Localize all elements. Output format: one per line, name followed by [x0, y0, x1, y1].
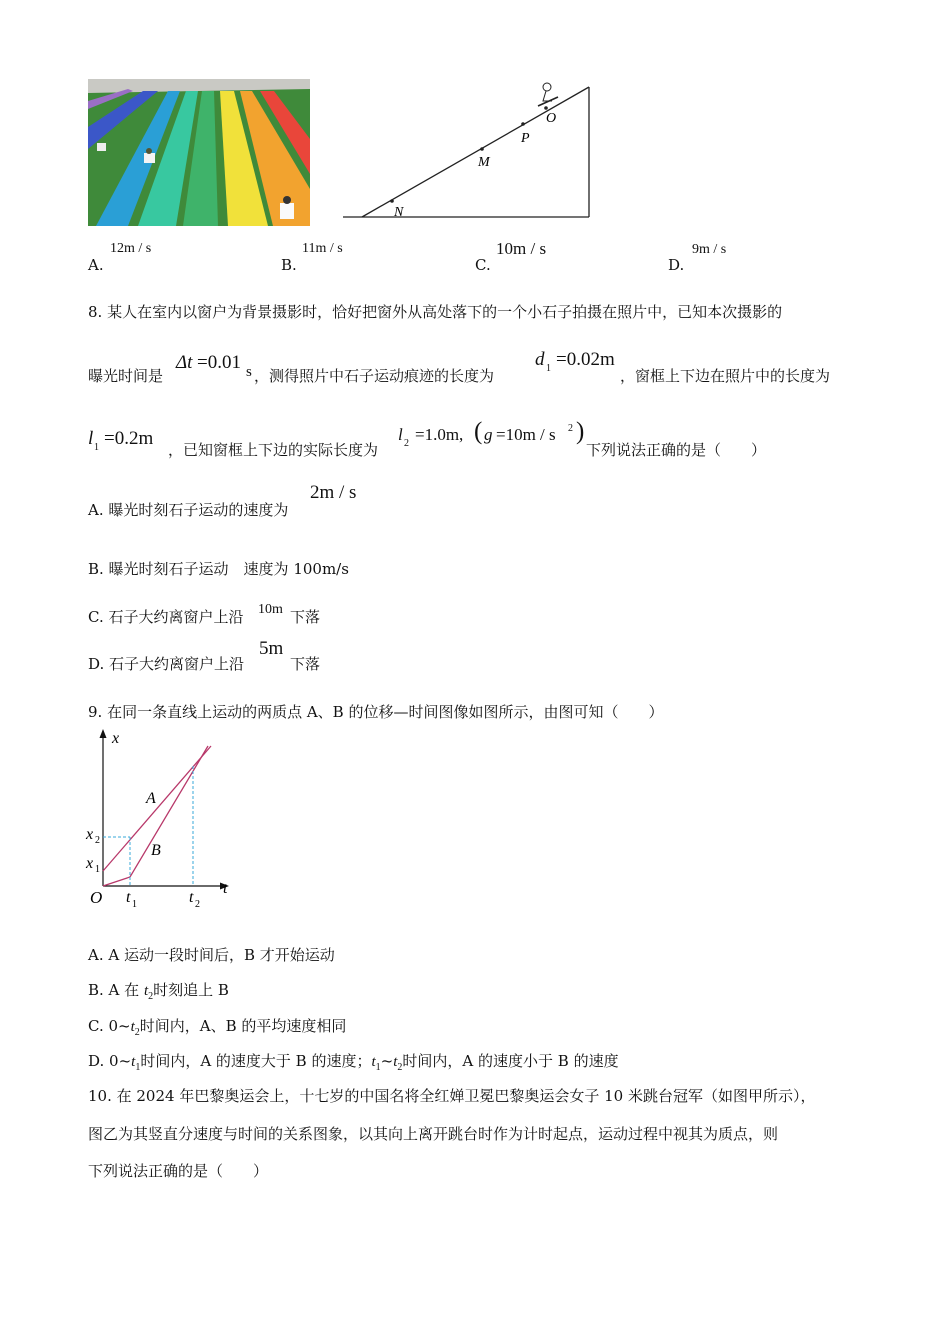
q9-xt-graph: [82, 726, 242, 912]
point-o: [544, 106, 548, 110]
label-m: M: [478, 155, 490, 170]
t1-subscript: 1: [132, 899, 137, 910]
q8-dt-unit: s: [246, 364, 252, 380]
q8-text-actual: ，已知窗框上下边的实际长度为: [168, 441, 379, 459]
q8-l2-value: =1.0m,: [415, 425, 464, 444]
q9-option-d-mid: 时间内，A 的速度大于 B 的速度；: [140, 1052, 372, 1070]
t2-label: t: [189, 889, 194, 906]
q7-option-b-letter: B.: [281, 256, 297, 274]
q8-d-subscript: 1: [546, 363, 551, 374]
incline-diagram: [340, 79, 595, 224]
x-axis-label: t: [223, 880, 228, 897]
x1-label: x: [86, 855, 94, 872]
q9-option-c-sub: 2: [134, 1027, 140, 1038]
q9-option-d-sub2: 1: [375, 1062, 381, 1073]
incline-slope: [362, 87, 589, 217]
label-o: O: [546, 111, 557, 126]
q8-option-c-math: 10m: [258, 602, 283, 617]
q9-option-c-end: 时间内，A、B 的平均速度相同: [139, 1017, 347, 1035]
t2-subscript: 2: [195, 899, 200, 910]
q9-option-b-t: t: [143, 983, 149, 999]
x2-subscript: 2: [95, 835, 100, 846]
q8-l1-subscript: 1: [94, 442, 99, 453]
q9-option-d-tilde: ~: [380, 1052, 394, 1070]
q8-dt-value: =0.01: [197, 352, 241, 373]
q8-paren-close: ): [576, 418, 585, 445]
q7-option-a-value: 12m / s: [110, 241, 152, 256]
line-a-label: A: [146, 790, 156, 807]
q7-option-d-letter: D.: [668, 256, 685, 274]
q8-l2-subscript: 2: [404, 438, 409, 449]
y-axis-arrow-icon: [100, 729, 107, 738]
q8-option-d-math: 5m: [259, 638, 284, 659]
q8-text-exposure: 曝光时间是: [88, 367, 164, 385]
q8-option-c-end: 下落: [290, 608, 321, 626]
q8-option-d-end: 下落: [290, 655, 321, 673]
q9-option-b-sub: 2: [148, 991, 154, 1002]
q9-option-c: [88, 1015, 346, 1038]
q8-d-value: =0.02m: [556, 349, 615, 370]
point-p: [521, 122, 525, 126]
x1-subscript: 1: [95, 864, 100, 875]
q8-option-a-text: A. 曝光时刻石子运动的速度为: [88, 501, 289, 519]
t1-label: t: [126, 889, 131, 906]
q8-l2-symbol: l: [398, 425, 403, 444]
q8-option-a-math: 2m / s: [310, 482, 357, 503]
q9-option-d-t2: t: [371, 1054, 376, 1070]
q9-stem: 9. 在同一条直线上运动的两质点 A、B 的位移—时间图像如图所示，由图可知（ ）: [88, 703, 664, 721]
q8-option-d-text: D. 石子大约离窗户上沿: [88, 655, 245, 673]
q9-option-c-t: t: [130, 1019, 135, 1035]
rider-icon: [538, 83, 558, 106]
q7-option-c-letter: C.: [475, 256, 491, 274]
q7-option-b-value: 11m / s: [302, 241, 343, 256]
q9-option-d-sub3: 2: [397, 1062, 403, 1073]
q9-option-d-start: D. 0~: [88, 1052, 132, 1070]
q9-option-d-t1: t: [131, 1054, 136, 1070]
q10-stem-line1: 10. 在 2024 年巴黎奥运会上，十七岁的中国名将全红婵卫冕巴黎奥运会女子 10 米跳台冠军（如图甲所示），: [88, 1087, 816, 1105]
y-axis-label: x: [112, 730, 120, 747]
q9-option-d-sub1: 1: [135, 1062, 141, 1073]
q8-paren-open: (: [474, 418, 483, 445]
q8-option-c-text: C. 石子大约离窗户上沿: [88, 608, 244, 626]
q10-stem-line2: 图乙为其竖直分速度与时间的关系图象，以其向上离开跳台时作为计时起点，运动过程中视其为质点，则: [88, 1125, 779, 1143]
label-n: N: [394, 205, 404, 220]
q9-option-c-start: C. 0~: [88, 1017, 131, 1035]
q8-text-frame: ，窗框上下边在照片中的长度为: [620, 367, 831, 385]
q9-option-d: [88, 1050, 619, 1073]
q8-text-trace: ，测得照片中石子运动痕迹的长度为: [254, 367, 495, 385]
q8-l1-symbol: l: [88, 428, 94, 449]
q9-option-d-end: 时间内，A 的速度小于 B 的速度: [402, 1052, 619, 1070]
q10-stem-line3: 下列说法正确的是（ ）: [88, 1162, 269, 1180]
point-n: [390, 199, 394, 203]
q9-option-b: [88, 979, 229, 1002]
q9-option-b-end: 时刻追上 B: [153, 981, 229, 999]
q7-option-c-value: 10m / s: [496, 239, 547, 258]
q8-d-symbol: d: [535, 349, 545, 370]
q9-option-d-t3: t: [393, 1054, 398, 1070]
point-m: [480, 147, 484, 151]
q7-option-d-value: 9m / s: [692, 242, 727, 257]
q8-dt-symbol: Δt: [176, 352, 193, 373]
q8-g-value: =10m / s: [496, 425, 556, 444]
q9-option-b-start: B. A 在: [88, 981, 144, 999]
q8-g-symbol: g: [484, 425, 493, 444]
line-b-label: B: [151, 842, 161, 859]
q9-option-a: A. A 运动一段时间后，B 才开始运动: [88, 946, 335, 964]
x2-label: x: [86, 826, 94, 843]
q8-g-superscript: 2: [568, 423, 573, 434]
q7-option-a-letter: A.: [88, 256, 104, 274]
q8-l1-value: =0.2m: [104, 428, 154, 449]
label-p: P: [521, 131, 530, 146]
q8-stem-line1: 8. 某人在室内以窗户为背景摄影时，恰好把窗外从高处落下的一个小石子拍摄在照片中，已知本次摄影的: [88, 303, 783, 321]
q8-text-question: 下列说法正确的是（ ）: [586, 441, 767, 459]
origin-label: O: [90, 888, 103, 907]
q8-option-b: B. 曝光时刻石子运动 速度为 100m/s: [88, 560, 349, 578]
slide-photo: [88, 79, 310, 226]
